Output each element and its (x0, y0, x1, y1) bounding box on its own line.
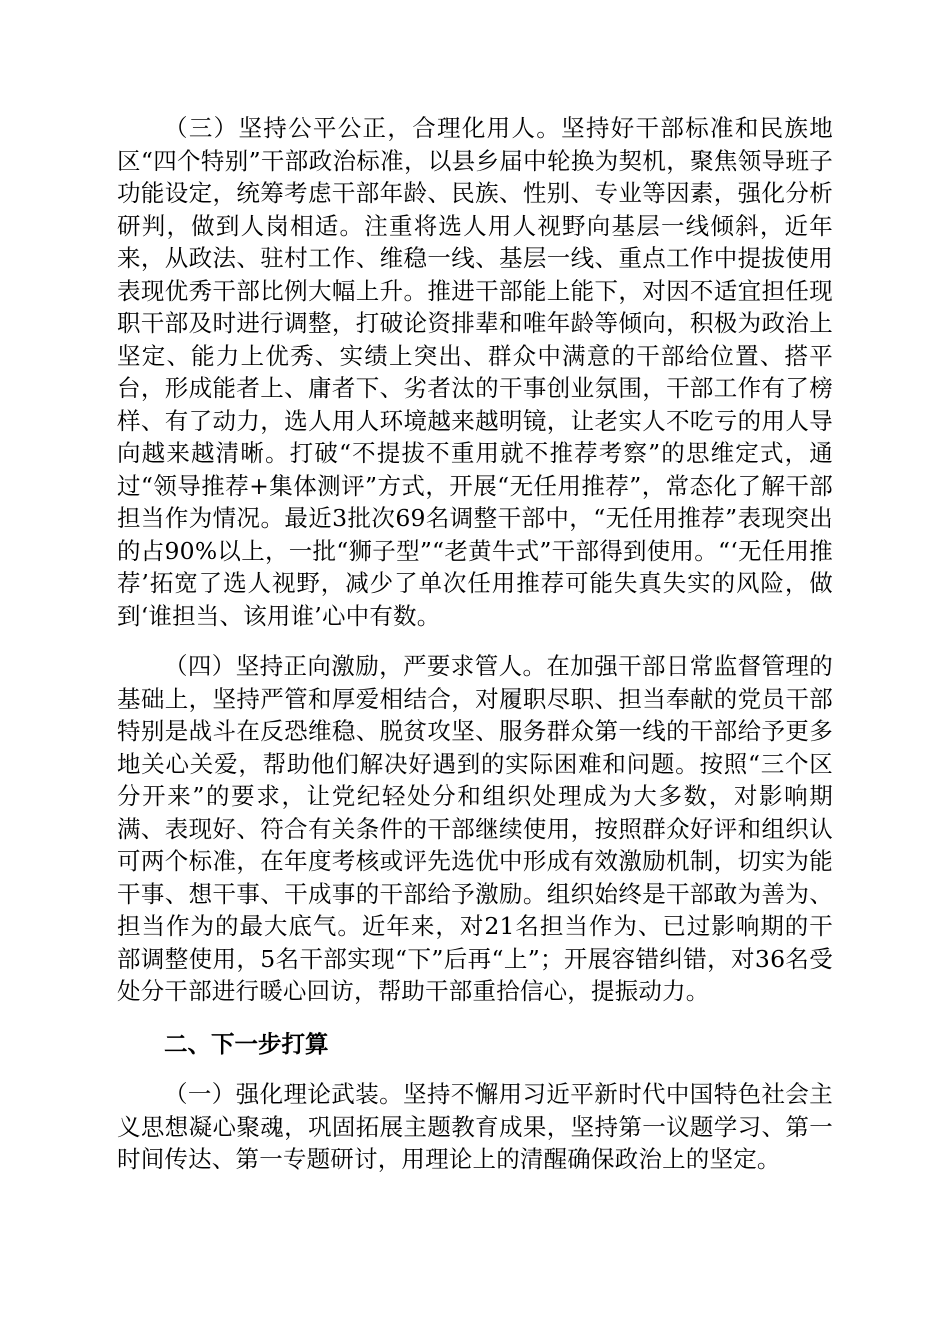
paragraph-4: （四）坚持正向激励，严要求管人。在加强干部日常监督管理的基础上，坚持严管和厚爱相结合，对履职尽职、担当奉献的党员干部特别是战斗在反恐维稳、脱贫攻坚、服务群众第一线的干部给予更多地关心关爱，帮助他们解决好遇到的实际困难和问题。按照“三个区分开来”的要求，让党纪轻处分和组织处理成为大多数，对影响期满、表现好、符合有关条件的干部继续使用，按照群众好评和组织认可两个标准，在年度考核或评先选优中形成有效激励机制，切实为能干事、想干事、干成事的干部给予激励。组织始终是干部敢为善为、担当作为的最大底气。近年来，对21名担当作为、已过影响期的干部调整使用，5名干部实现“下”后再“上”；开展容错纠错，对36名受处分干部进行暖心回访，帮助干部重拾信心，提振动力。 (117, 652, 833, 1005)
section-heading: 二、下一步打算 (164, 1029, 329, 1058)
paragraph-3: （三）坚持公平公正，合理化用人。坚持好干部标准和民族地区“四个特别”干部政治标准，以县乡届中轮换为契机，聚焦领导班子功能设定，统筹考虑干部年龄、民族、性别、专业等因素，强化分析研判，做到人岗相适。注重将选人用人视野向基层一线倾斜，近年来，从政法、驻村工作、维稳一线、基层一线、重点工作中提拔使用表现优秀干部比例大幅上升。推进干部能上能下，对因不适宜担任现职干部及时进行调整，打破论资排辈和唯年龄等倾向，积极为政治上坚定、能力上优秀、实绩上突出、群众中满意的干部给位置、搭平台，形成能者上、庸者下、劣者汰的干事创业氛围，干部工作有了榜样、有了动力，选人用人环境越来越明镜，让老实人不吃亏的用人导向越来越清晰。打破“不提拔不重用就不推荐考察”的思维定式，通过“领导推荐+集体测评”方式，开展“无任用推荐”，常态化了解干部担当作为情况。最近3批次69名调整干部中，“无任用推荐”表现突出的占90%以上，一批“狮子型”“老黄牛式”干部得到使用。“‘无任用推荐’拓宽了选人视野，减少了单次任用推荐可能失真失实的风险，做到‘谁担当、该用谁’心中有数。 (117, 114, 833, 630)
document-body (117, 112, 833, 1176)
paragraph-next-1: （一）强化理论武装。坚持不懈用习近平新时代中国特色社会主义思想凝心聚魂，巩固拓展主题教育成果，坚持第一议题学习、第一时间传达、第一专题研讨，用理论上的清醒确保政治上的坚定。 (117, 1080, 833, 1173)
